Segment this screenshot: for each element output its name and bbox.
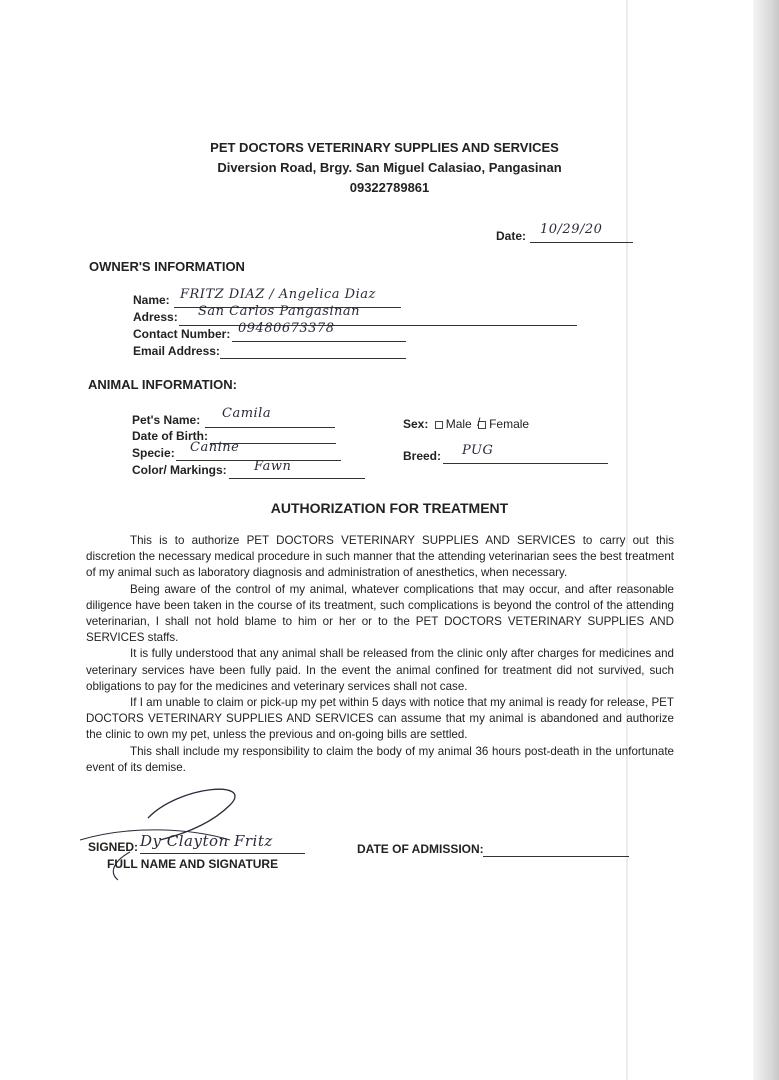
date-label: Date: <box>496 229 527 243</box>
sex-female-option: Female <box>489 417 530 431</box>
color-label: Color/ Markings: <box>132 463 227 477</box>
signed-line <box>140 853 305 854</box>
sex-female-checkbox[interactable]: / <box>478 421 486 429</box>
sex-field <box>403 414 530 431</box>
authorization-title: AUTHORIZATION FOR TREATMENT <box>270 500 509 516</box>
authorization-paragraph: If I am unable to claim or pick-up my pet within 5 days with notice that my animal is ready for release, PET DOCTORS VETERINARY SUPPLIES AND SERVICES can assume that my animal is abandoned and authorize the clinic to own my pet, unless the previous and on-going bills are settled. <box>86 696 674 742</box>
owner-section-title: OWNER'S INFORMATION <box>89 259 245 274</box>
authorization-paragraph: This is to authorize PET DOCTORS VETERINARY SUPPLIES AND SERVICES to carry out this discretion the necessary medical procedure in such manner that the attending veterinarian sees the best treatment of my animal such as laboratory diagnosis and administration of anesthetics, when necessary. <box>86 534 674 580</box>
owner-email-line <box>220 358 406 359</box>
color-value: Fawn <box>254 459 292 474</box>
signed-value: Dy Clayton Fritz <box>140 832 273 850</box>
clinic-name: PET DOCTORS VETERINARY SUPPLIES AND SERVICES <box>210 140 559 155</box>
clinic-phone: 09322789861 <box>349 180 430 195</box>
pet-name-label: Pet's Name: <box>132 413 201 427</box>
signed-label: SIGNED: <box>88 840 139 854</box>
sex-male-option: Male <box>445 417 472 431</box>
owner-contact-label: Contact Number: <box>133 327 231 341</box>
clinic-address: Diversion Road, Brgy. San Miguel Calasiao, Pangasinan <box>217 160 562 175</box>
owner-email-label: Email Address: <box>133 344 220 358</box>
authorization-paragraph: This shall include my responsibility to claim the body of my animal 36 hours post-death in the unfortunate event of its demise. <box>86 744 674 774</box>
owner-name-label: Name: <box>133 293 170 307</box>
authorization-body <box>86 533 674 776</box>
admission-date-label: DATE OF ADMISSION: <box>357 842 484 856</box>
dob-label: Date of Birth: <box>132 429 208 443</box>
breed-value: PUG <box>462 443 494 458</box>
authorization-paragraph: Being aware of the control of my animal, whatever complications that may occur, and after reasonable diligence have been taken in the course of its treatment, such complications is beyond the control of the attending veterinarian, I shall not hold blame to him or her or to the PET DOCTORS VETERINARY SUPPLIES AND SERVICES staffs. <box>86 582 674 645</box>
sex-label: Sex: <box>403 417 429 431</box>
owner-address-label: Adress: <box>133 310 178 324</box>
clinic-header <box>0 138 779 198</box>
specie-value: Canine <box>190 440 240 455</box>
pet-name-line <box>205 427 335 428</box>
animal-section-title: ANIMAL INFORMATION: <box>88 377 237 392</box>
owner-name-value: FRITZ DIAZ / Angelica Diaz <box>180 287 376 302</box>
specie-label: Specie: <box>132 446 175 460</box>
admission-date-line <box>483 856 629 857</box>
breed-label: Breed: <box>403 449 442 463</box>
date-value: 10/29/20 <box>540 222 603 237</box>
date-line <box>530 242 633 243</box>
owner-contact-value: 09480673378 <box>238 321 335 336</box>
owner-contact-line <box>232 341 406 342</box>
breed-line <box>443 463 608 464</box>
sex-male-checkbox[interactable] <box>435 421 443 429</box>
color-line <box>229 478 365 479</box>
authorization-paragraph: It is fully understood that any animal shall be released from the clinic only after charges for medicines and veterinary services have been fully paid. In the event the animal confined for treatment did not survived, such obligations to pay for the medicines and veterinary services shall not case. <box>86 647 674 693</box>
owner-address-value: San Carlos Pangasinan <box>198 304 361 319</box>
full-name-signature-label: FULL NAME AND SIGNATURE <box>107 857 279 871</box>
pet-name-value: Camila <box>222 406 272 421</box>
